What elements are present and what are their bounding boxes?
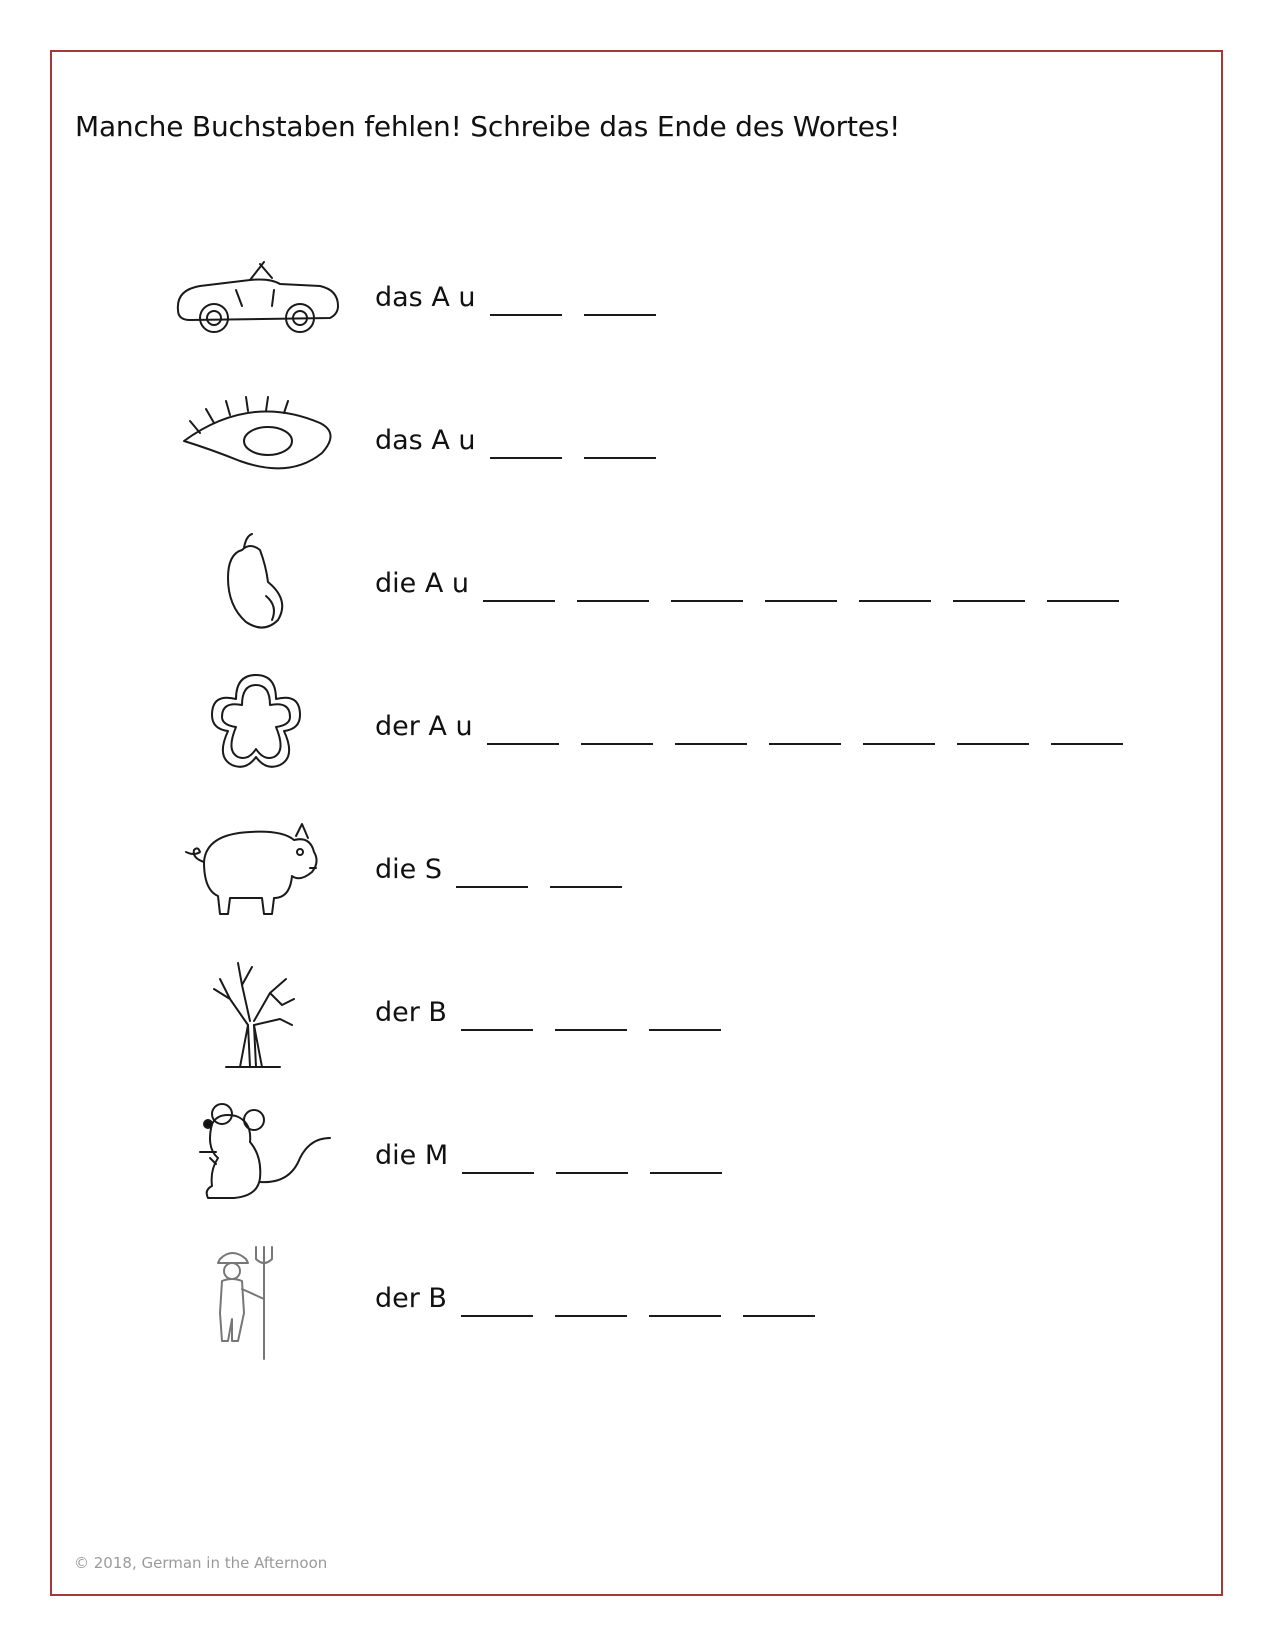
prompt-text: der B: [375, 997, 447, 1028]
word-prompt: [375, 566, 1141, 602]
pig-icon: [170, 812, 350, 932]
blank-line[interactable]: [765, 570, 837, 602]
blank-line[interactable]: [556, 1142, 628, 1174]
prompt-text: die M: [375, 1140, 449, 1171]
blank-line[interactable]: [769, 713, 841, 745]
blank-line[interactable]: [650, 1142, 722, 1174]
exercise-row: [0, 383, 1275, 533]
blank-line[interactable]: [555, 999, 627, 1031]
exercise-row: [0, 812, 1275, 962]
blank-line[interactable]: [584, 427, 656, 459]
prompt-text: der A u: [375, 711, 473, 742]
eye-icon: [170, 383, 350, 503]
blank-line[interactable]: [461, 999, 533, 1031]
car-icon: [170, 240, 350, 360]
blank-line[interactable]: [859, 570, 931, 602]
mouse-icon: [170, 1098, 350, 1218]
exercise-row: [0, 1098, 1275, 1248]
exercise-row: [0, 526, 1275, 676]
prompt-text: die A u: [375, 568, 469, 599]
blank-line[interactable]: [649, 999, 721, 1031]
blank-line[interactable]: [675, 713, 747, 745]
blank-line[interactable]: [490, 284, 562, 316]
eggplant-icon: [170, 526, 350, 646]
exercise-row: [0, 669, 1275, 819]
blank-line[interactable]: [483, 570, 555, 602]
blank-line[interactable]: [550, 856, 622, 888]
exercise-row: [0, 240, 1275, 390]
prompt-text: das A u: [375, 425, 476, 456]
blank-line[interactable]: [462, 1142, 534, 1174]
instruction-text: Manche Buchstaben fehlen! Schreibe das Ende des Wortes!: [75, 110, 901, 143]
blank-line[interactable]: [743, 1285, 815, 1317]
blank-line[interactable]: [577, 570, 649, 602]
blank-line[interactable]: [456, 856, 528, 888]
cookie-cutter-icon: [170, 669, 350, 789]
prompt-text: der B: [375, 1283, 447, 1314]
word-prompt: [375, 852, 644, 888]
tree-icon: [170, 955, 350, 1075]
copyright-footer: © 2018, German in the Afternoon: [74, 1554, 328, 1572]
blank-line[interactable]: [490, 427, 562, 459]
prompt-text: das A u: [375, 282, 476, 313]
blank-line[interactable]: [957, 713, 1029, 745]
blank-line[interactable]: [1051, 713, 1123, 745]
blank-line[interactable]: [953, 570, 1025, 602]
blank-line[interactable]: [555, 1285, 627, 1317]
word-prompt: [375, 1281, 837, 1317]
word-prompt: [375, 423, 678, 459]
blank-line[interactable]: [671, 570, 743, 602]
exercise-row: [0, 1241, 1275, 1391]
word-prompt: [375, 1138, 744, 1174]
prompt-text: die S: [375, 854, 442, 885]
blank-line[interactable]: [649, 1285, 721, 1317]
blank-line[interactable]: [863, 713, 935, 745]
blank-line[interactable]: [487, 713, 559, 745]
blank-line[interactable]: [584, 284, 656, 316]
word-prompt: [375, 995, 743, 1031]
blank-line[interactable]: [581, 713, 653, 745]
exercise-row: [0, 955, 1275, 1105]
word-prompt: [375, 280, 678, 316]
farmer-icon: [170, 1241, 350, 1361]
blank-line[interactable]: [461, 1285, 533, 1317]
blank-line[interactable]: [1047, 570, 1119, 602]
word-prompt: [375, 709, 1145, 745]
